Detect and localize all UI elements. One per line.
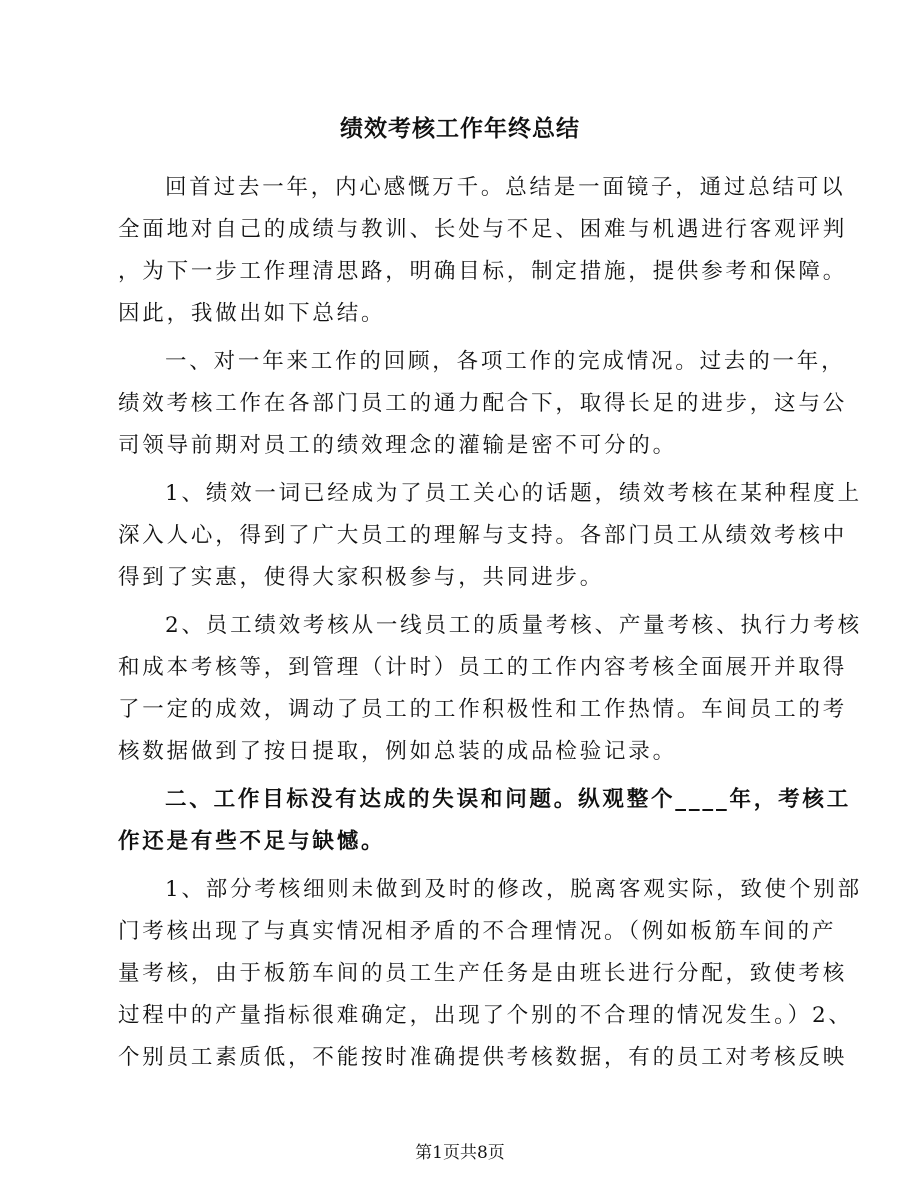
text-line: 了一定的成效，调动了员工的工作积极性和工作热情。车间员工的考 (118, 697, 848, 722)
text-line: 绩效考核工作在各部门员工的通力配合下，取得长足的进步，这与公 (118, 391, 848, 416)
text-line: 一、对一年来工作的回顾，各项工作的完成情况。过去的一年， (165, 349, 846, 374)
text-line: 回首过去一年，内心感慨万千。总结是一面镜子，通过总结可以 (165, 175, 846, 200)
text-line: 深入人心，得到了广大员工的理解与支持。各部门员工从绩效考核中 (118, 523, 848, 548)
text-line: 1、部分考核细则未做到及时的修改，脱离客观实际，致使个别部 (165, 877, 862, 902)
paragraph (118, 341, 848, 467)
text-line: 个别员工素质低，不能按时准确提供考核数据，有的员工对考核反映 (118, 1045, 848, 1070)
page-footer: 第1页共8页 (415, 1143, 505, 1163)
document-title: 绩效考核工作年终总结 (340, 115, 580, 142)
text-line: 得到了实惠，使得大家积极参与，共同进步。 (118, 565, 605, 590)
text-line: 过程中的产量指标很难确定，出现了个别的不合理的情况发生。）2、 (118, 1003, 853, 1028)
text-line: 司领导前期对员工的绩效理念的灌输是密不可分的。 (118, 433, 677, 458)
text-line: ，为下一步工作理清思路，明确目标，制定措施，提供参考和保障。 (118, 259, 848, 284)
text-line: 门考核出现了与真实情况相矛盾的不合理情况。（例如板筋车间的产 (118, 919, 837, 944)
paragraph (118, 167, 848, 335)
text-line: 和成本考核等，到管理（计时）员工的工作内容考核全面展开并取得 (118, 655, 848, 680)
text-line: 核数据做到了按日提取，例如总装的成品检验记录。 (118, 739, 677, 764)
text-line: 量考核，由于板筋车间的员工生产任务是由班长进行分配，致使考核 (118, 961, 848, 986)
text-line: 2、员工绩效考核从一线员工的质量考核、产量考核、执行力考核 (165, 613, 862, 638)
document-body (118, 167, 862, 1085)
text-line: 作还是有些不足与缺憾。 (118, 829, 386, 854)
paragraph (118, 473, 862, 599)
text-line: 1、绩效一词已经成为了员工关心的话题，绩效考核在某种程度上 (165, 481, 862, 506)
text-line: 全面地对自己的成绩与教训、长处与不足、困难与机遇进行客观评判 (118, 217, 848, 242)
paragraph (118, 605, 862, 773)
text-line: 因此，我做出如下总结。 (118, 301, 386, 326)
paragraph (118, 869, 862, 1079)
text-line: 二、工作目标没有达成的失误和问题。纵观整个____年，考核工 (165, 787, 852, 812)
paragraph (118, 779, 852, 863)
